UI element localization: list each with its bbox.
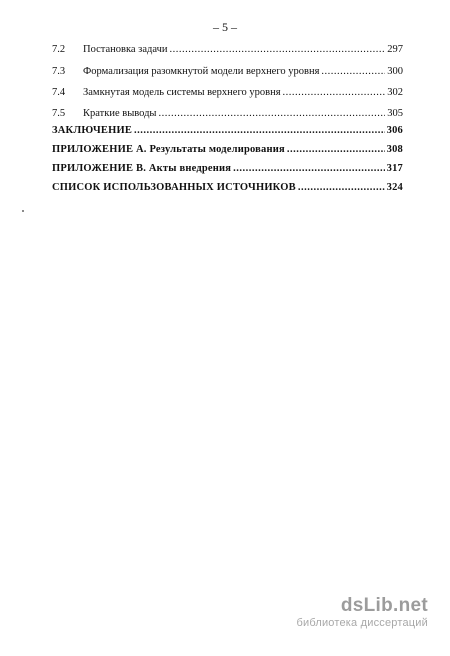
toc-entry-title: Формализация разомкнутой модели верхнего уровня <box>83 66 320 77</box>
toc-entry-title: Постановка задачи <box>83 44 168 55</box>
toc-entry-page: 324 <box>386 182 403 193</box>
toc-entry-7-5 <box>52 106 403 122</box>
toc-entry-number: 7.2 <box>52 44 66 55</box>
toc-entry-number: 7.4 <box>52 87 66 98</box>
watermark-site: dsLib.net <box>340 595 428 616</box>
toc-entry-7-4 <box>52 85 403 101</box>
toc-entry-7-2 <box>52 42 403 58</box>
toc-entry-title: ПРИЛОЖЕНИЕ В. Акты внедрения <box>52 163 232 174</box>
toc-entry-page: 305 <box>387 108 403 119</box>
toc-entry-page: 300 <box>387 66 403 77</box>
watermark-tagline: библиотека диссертаций <box>296 617 428 629</box>
toc-entry-appendix-b <box>52 161 403 177</box>
toc-entry-appendix-a <box>52 142 403 158</box>
toc-leader-dots <box>158 106 385 122</box>
toc-entry-title: ПРИЛОЖЕНИЕ А. Результаты моделирования <box>52 144 285 155</box>
toc-entry-number: 7.5 <box>52 108 66 119</box>
toc-leader-dots <box>134 123 385 139</box>
toc-entry-7-3 <box>52 64 403 80</box>
toc-entry-title: Краткие выводы <box>83 108 157 119</box>
toc-entry-page: 317 <box>386 163 403 174</box>
toc-leader-dots <box>233 161 385 177</box>
toc-leader-dots <box>321 64 385 80</box>
toc-leader-dots <box>298 180 385 196</box>
toc-entry-number: 7.3 <box>52 66 66 77</box>
page-number: – 5 – <box>213 20 237 34</box>
toc-entry-page: 302 <box>387 87 403 98</box>
toc-leader-dots <box>283 85 386 101</box>
toc-entry-conclusion <box>52 123 403 139</box>
toc-leader-dots <box>169 42 385 58</box>
toc-entry-page: 306 <box>386 125 403 136</box>
toc-leader-dots <box>287 142 385 158</box>
toc-entry-references <box>52 180 403 196</box>
scan-speck <box>22 210 24 212</box>
toc-entry-title: ЗАКЛЮЧЕНИЕ <box>52 125 133 136</box>
toc-entry-page: 297 <box>387 44 403 55</box>
toc-entry-title: Замкнутая модель системы верхнего уровня <box>83 87 281 98</box>
toc-entry-page: 308 <box>386 144 403 155</box>
toc-entry-title: СПИСОК ИСПОЛЬЗОВАННЫХ ИСТОЧНИКОВ <box>52 182 296 193</box>
watermark <box>296 596 428 630</box>
